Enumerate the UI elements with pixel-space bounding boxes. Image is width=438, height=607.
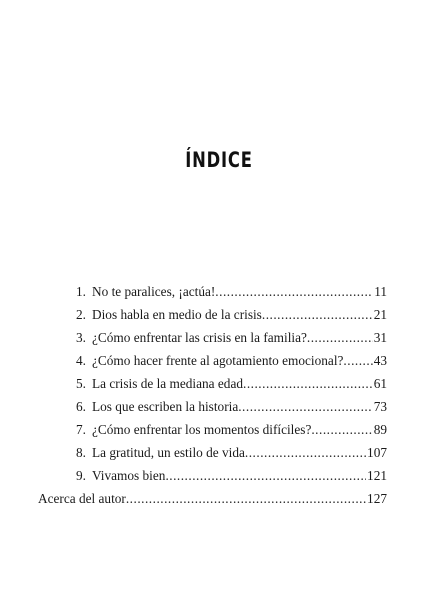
toc-entry-about-author[interactable]	[38, 489, 387, 509]
toc-entry-number: 5.	[76, 376, 86, 391]
toc-leader-dots	[343, 351, 372, 371]
toc-entry[interactable]	[58, 305, 387, 325]
toc-entry[interactable]	[58, 282, 387, 302]
toc-entry-label: Vivamos bien	[92, 468, 166, 483]
toc-leader-dots	[165, 466, 366, 486]
toc-entry-page: 43	[373, 353, 387, 368]
toc-entry-number: 1.	[76, 284, 86, 299]
toc-entry-page: 11	[374, 284, 387, 299]
toc-entry-number: 6.	[76, 399, 86, 414]
toc-entry-number: 3.	[76, 330, 86, 345]
toc-entry[interactable]	[58, 328, 387, 348]
toc-entry[interactable]	[58, 443, 387, 463]
toc-entry-number: 4.	[76, 353, 86, 368]
toc-leader-dots	[126, 489, 366, 509]
toc-entry-label: Los que escriben la historia	[92, 399, 239, 414]
toc-entry-number: 7.	[76, 422, 86, 437]
toc-leader-dots	[215, 282, 373, 302]
toc-leader-dots	[243, 374, 373, 394]
toc-entry[interactable]	[58, 374, 387, 394]
toc-entry[interactable]	[58, 466, 387, 486]
toc-entry-label: ¿Cómo enfrentar los momentos difíciles?	[92, 422, 312, 437]
toc-entry-label: La gratitud, un estilo de vida	[92, 445, 245, 460]
toc-entry-number: 2.	[76, 307, 86, 322]
toc-entry-label: No te paralices, ¡actúa!	[92, 284, 216, 299]
toc-entry-page: 73	[373, 399, 387, 414]
toc-entry-label: Acerca del autor	[38, 491, 126, 506]
toc-entry-label: Dios habla en medio de la crisis	[92, 307, 262, 322]
toc-entry-number: 8.	[76, 445, 86, 460]
toc-entry[interactable]	[58, 351, 387, 371]
toc-leader-dots	[245, 443, 366, 463]
toc-entry-label: La crisis de la mediana edad	[92, 376, 243, 391]
toc-entry-label: ¿Cómo enfrentar las crisis en la familia?	[92, 330, 307, 345]
toc-entry-page: 61	[373, 376, 387, 391]
toc-entry-page: 121	[367, 468, 387, 483]
toc-leader-dots	[262, 305, 373, 325]
toc-entry-page: 21	[373, 307, 387, 322]
toc-leader-dots	[238, 397, 372, 417]
toc-entry-page: 107	[367, 445, 387, 460]
toc-leader-dots	[307, 328, 373, 348]
page-title: ÍNDICE	[185, 148, 253, 172]
toc-entry-page: 89	[373, 422, 387, 437]
toc-entry-page: 31	[373, 330, 387, 345]
toc-entry[interactable]	[58, 420, 387, 440]
toc-leader-dots	[311, 420, 372, 440]
toc-entry[interactable]	[58, 397, 387, 417]
toc-entry-page: 127	[367, 491, 387, 506]
toc-entry-label: ¿Cómo hacer frente al agotamiento emocional?	[92, 353, 344, 368]
toc-entry-number: 9.	[76, 468, 86, 483]
